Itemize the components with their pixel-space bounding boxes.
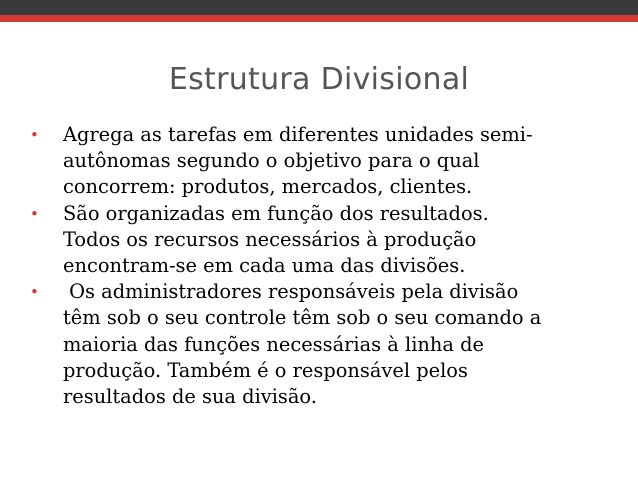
bullet-text-line: encontram-se em cada uma das divisões. — [63, 254, 466, 278]
slide-title: Estrutura Divisional — [168, 62, 470, 97]
bullet-text-line: maioria das funções necessárias à linha de — [63, 332, 485, 356]
bullet-text-line: têm sob o seu controle têm sob o seu comando a — [63, 306, 542, 330]
bullet-text-line: resultados de sua divisão. — [63, 385, 317, 409]
bullet-text-line: Todos os recursos necessários à produção — [63, 227, 477, 251]
bullet-text-line: São organizadas em função dos resultados. — [63, 201, 489, 225]
bullet-text-line: Os administradores responsáveis pela divisão — [63, 280, 519, 304]
bullet-icon: • — [30, 204, 39, 223]
bullet-text-line: Agrega as tarefas em diferentes unidades semi- — [63, 123, 533, 146]
bullet-item — [30, 201, 620, 280]
bullet-list — [30, 122, 620, 410]
bullet-icon: • — [30, 283, 39, 302]
bullet-text-line: concorrem: produtos, mercados, clientes. — [63, 175, 473, 199]
bullet-text-line: autônomas segundo o objetivo para o qual — [63, 149, 480, 173]
bullet-text-line: produção. Também é o responsável pelos — [63, 358, 468, 382]
top-decorative-bar — [0, 0, 638, 15]
bullet-item — [30, 122, 620, 201]
top-accent-bar — [0, 15, 638, 22]
bullet-icon: • — [30, 126, 39, 144]
bullet-item — [30, 279, 620, 410]
